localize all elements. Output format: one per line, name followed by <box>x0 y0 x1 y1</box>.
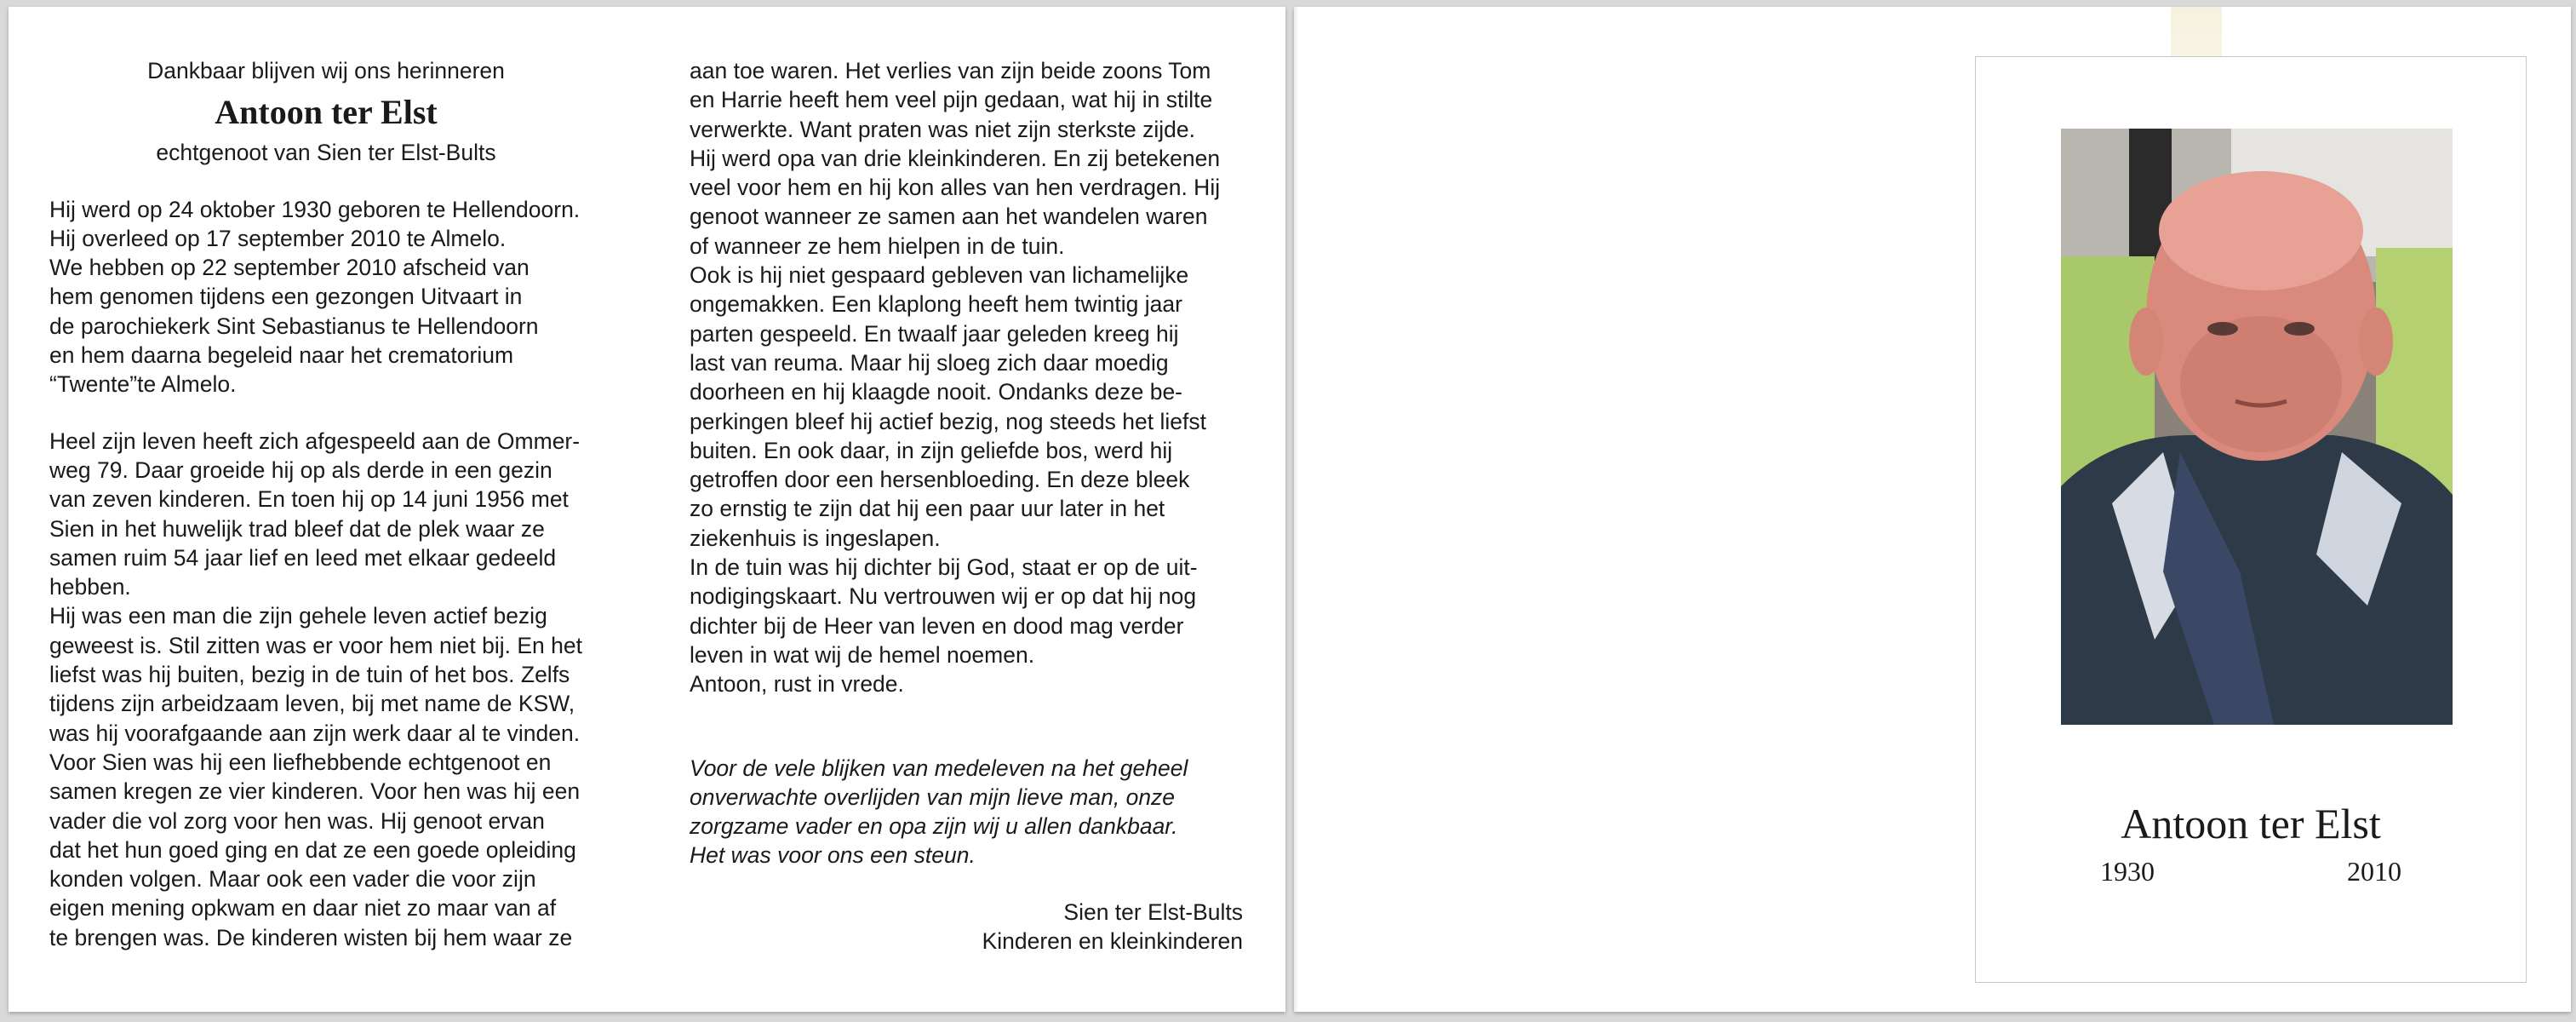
card-inner-panel <box>9 7 1285 1012</box>
biography-paragraph: Hij werd op 24 oktober 1930 geboren te Hellendoorn. Hij overleed op 17 september 2010 te Almelo. We hebben op 22 september 2010 afscheid van hem genomen tijdens een gezongen Uitvaart in de parochiekerk Sint Sebastianus te Hellendoorn en hem daarna begeleid naar het crematorium “Twente”te Almelo. <box>49 196 581 398</box>
signature-line: Sien ter Elst-Bults <box>1063 899 1243 925</box>
thanks-paragraph: Voor de vele blijken van medeleven na het geheel onverwachte overlijden van mijn lieve man, onze zorgzame vader en opa zijn wij u allen dankbaar. Het was voor ons een steun. <box>690 755 1188 869</box>
death-year: 2010 <box>2347 856 2401 887</box>
signature-line: Kinderen en kleinkinderen <box>982 928 1243 955</box>
spouse-line: echtgenoot van Sien ter Elst-Bults <box>156 140 496 166</box>
biography-paragraph: Heel zijn leven heeft zich afgespeeld aan de Ommer- weg 79. Daar groeide hij op als derde in een gezin van zeven kinderen. En toen hij op 14 juni 1956 met Sien in het huwelijk trad bleef dat de plek waar ze samen ruim 54 jaar lief en leed met elkaar gedeeld hebben. <box>49 428 581 600</box>
biography-paragraph: Hij was een man die zijn gehele leven actief bezig geweest is. Stil zitten was er voor hem niet bij. En het liefst was hij buiten, bezig in de tuin of het bos. Zelfs tijdens zijn arbeidzaam leven, bij met name de KSW, was hij voorafgaande aan zijn werk daar al te vinden. Voor Sien was hij een liefhebbende echtgenoot en samen kregen ze vier kinderen. Voor hen was hij een vader die vol zorg voor hen was. Hij genoot ervan dat het hun goed ging en dat ze een goede opleiding konden volgen. Maar ook een vader die voor zijn eigen mening opkwam en daar niet zo maar van af te brengen was. De kinderen wisten bij hem waar ze <box>49 603 582 950</box>
intro-line: Dankbaar blijven wij ons herinneren <box>147 58 505 83</box>
text-column-right <box>690 56 1243 956</box>
text-column-left <box>49 56 603 952</box>
biography-paragraph: Ook is hij niet gespaard gebleven van lichamelijke ongemakken. Een klaplong heeft hem twintig jaar parten gespeeld. En twaalf jaar geleden kreeg hij last van reuma. Maar hij sloeg zich daar moedig doorheen en hij klaagde nooit. Ondanks deze be- perkingen bleef hij actief bezig, nog steeds het liefst buiten. En ook daar, in zijn geliefde bos, werd hij getroffen door een hersenbloeding. En deze bleek zo ernstig te zijn dat hij een paar uur later in het ziekenhuis is ingeslapen. <box>690 262 1206 551</box>
fold-shadow <box>1294 7 1299 1012</box>
portrait-photo <box>2061 129 2453 725</box>
birth-year: 1930 <box>2100 856 2155 887</box>
photo-card <box>1975 56 2527 983</box>
biography-paragraph: aan toe waren. Het verlies van zijn beide zoons Tom en Harrie heeft hem veel pijn gedaan, wat hij in stilte verwerkte. Want praten was niet zijn sterkste zijde. Hij werd opa van drie kleinkinderen. En zij betekenen veel voor hem en hij kon alles van hen verdragen. Hij genoot wanneer ze samen aan het wandelen waren of wanneer ze hem hielpen in de tuin. <box>690 58 1221 259</box>
closing-line: Antoon, rust in vrede. <box>690 671 904 698</box>
card-name: Antoon ter Elst <box>2121 800 2381 847</box>
biography-paragraph: In de tuin was hij dichter bij God, staat er op de uit- nodigingskaart. Nu vertrouwen wij er op dat hij nog dichter bij de Heer van leven en dood mag verder leven in wat wij de hemel noemen. <box>690 554 1198 668</box>
deceased-name: Antoon ter Elst <box>215 93 438 132</box>
card-front-panel <box>1294 7 2571 1012</box>
